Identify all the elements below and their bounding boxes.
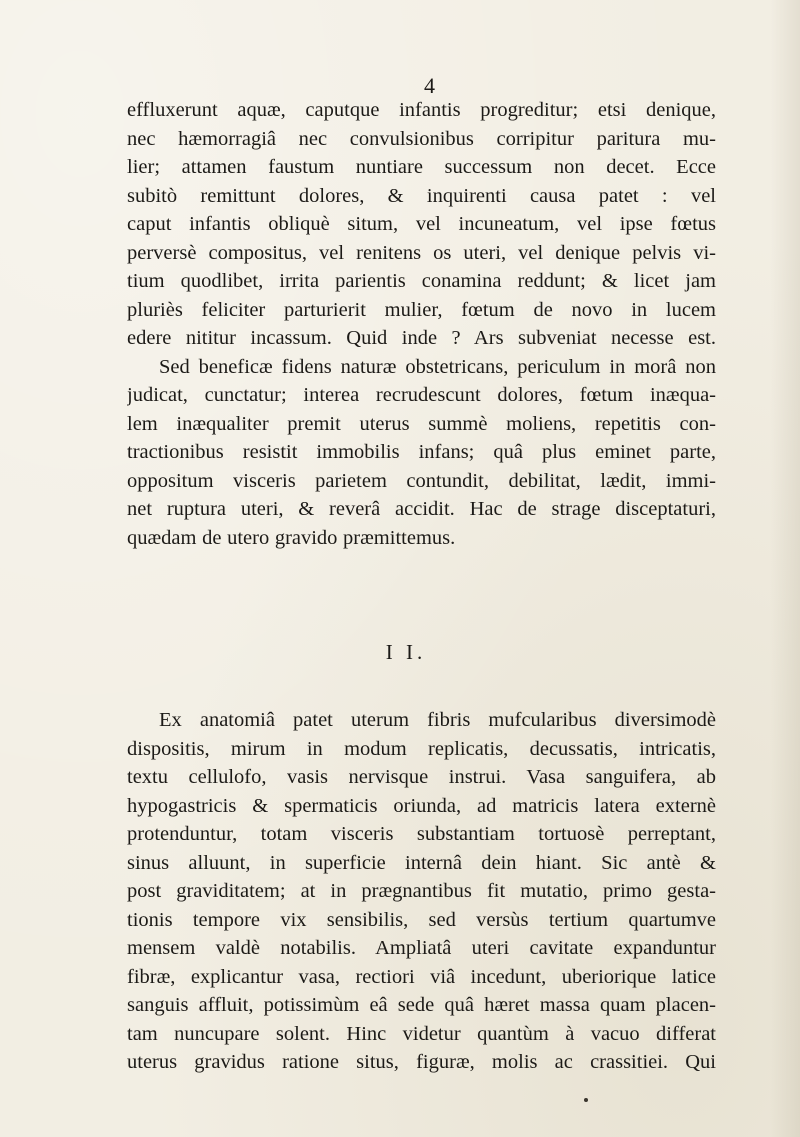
paragraph-1 bbox=[127, 96, 716, 552]
text-line: uterus gravidus ratione situs, figuræ, molis ac crassitiei. Qui bbox=[127, 1051, 716, 1073]
page-edge-shadow bbox=[770, 0, 800, 1137]
text-line: pluriès feliciter parturierit mulier, fœtum de novo in lucem bbox=[127, 298, 716, 321]
text-line: oppositum visceris parietem contundit, debilitat, lædit, immi- bbox=[127, 469, 716, 492]
ink-speck bbox=[584, 1098, 588, 1102]
text-line: mensem valdè notabilis. Ampliatâ uteri cavitate expanduntur bbox=[127, 937, 716, 959]
text-line: lier; attamen faustum nuntiare successum non decet. Ecce bbox=[127, 156, 716, 178]
text-line: Ex anatomiâ patet uterum fibris mufcularibus diversimodè bbox=[159, 709, 716, 731]
text-line: tium quodlibet, irrita parientis conamina reddunt; & licet jam bbox=[127, 270, 716, 292]
paragraph-2 bbox=[127, 706, 716, 1077]
text-line: fibræ, explicantur vasa, rectiori viâ incedunt, uberiorique latice bbox=[127, 965, 716, 988]
text-line: tractionibus resistit immobilis infans; quâ plus eminet parte, bbox=[127, 441, 716, 463]
text-line: textu cellulofo, vasis nervisque instrui. Vasa sanguifera, ab bbox=[127, 766, 716, 788]
text-line: tionis tempore vix sensibilis, sed versùs tertium quartumve bbox=[127, 908, 716, 931]
text-line: perversè compositus, vel renitens os uteri, vel denique pelvis vi- bbox=[127, 241, 716, 264]
text-line: effluxerunt aquæ, caputque infantis progreditur; etsi denique, bbox=[127, 99, 716, 121]
text-line: hypogastricis & spermaticis oriunda, ad matricis latera externè bbox=[127, 794, 716, 817]
text-line: caput infantis obliquè situm, vel incuneatum, vel ipse fœtus bbox=[127, 213, 716, 235]
text-line: lem inæqualiter premit uterus summè moliens, repetitis con- bbox=[127, 412, 716, 435]
text-line: edere nititur incassum. Quid inde ? Ars subveniat necesse est. bbox=[127, 327, 716, 349]
text-line: dispositis, mirum in modum replicatis, decussatis, intricatis, bbox=[127, 737, 716, 760]
section-heading: I I. bbox=[385, 640, 427, 664]
text-line: tam nuncupare solent. Hinc videtur quantùm à vacuo differat bbox=[127, 1022, 716, 1045]
page-number: 4 bbox=[424, 73, 435, 98]
text-line: nec hæmorragiâ nec convulsionibus corripitur paritura mu- bbox=[127, 127, 716, 150]
text-line: judicat, cunctatur; interea recrudescunt dolores, fœtum inæqua- bbox=[127, 384, 716, 406]
text-line: quædam de utero gravido præmittemus. bbox=[127, 526, 456, 549]
text-line: post graviditatem; at in prægnantibus fit mutatio, primo gesta- bbox=[127, 880, 716, 902]
text-line: subitò remittunt dolores, & inquirenti causa patet : vel bbox=[127, 184, 716, 207]
text-line: net ruptura uteri, & reverâ accidit. Hac de strage disceptaturi, bbox=[127, 498, 716, 520]
text-line: sanguis affluit, potissimùm eâ sede quâ hæret massa quam placen- bbox=[127, 994, 716, 1016]
text-line: sinus alluunt, in superficie internâ dein hiant. Sic antè & bbox=[127, 851, 716, 874]
text-line: Sed beneficæ fidens naturæ obstetricans, periculum in morâ non bbox=[159, 355, 716, 378]
text-line: protenduntur, totam visceris substantiam tortuosè perreptant, bbox=[127, 823, 716, 845]
